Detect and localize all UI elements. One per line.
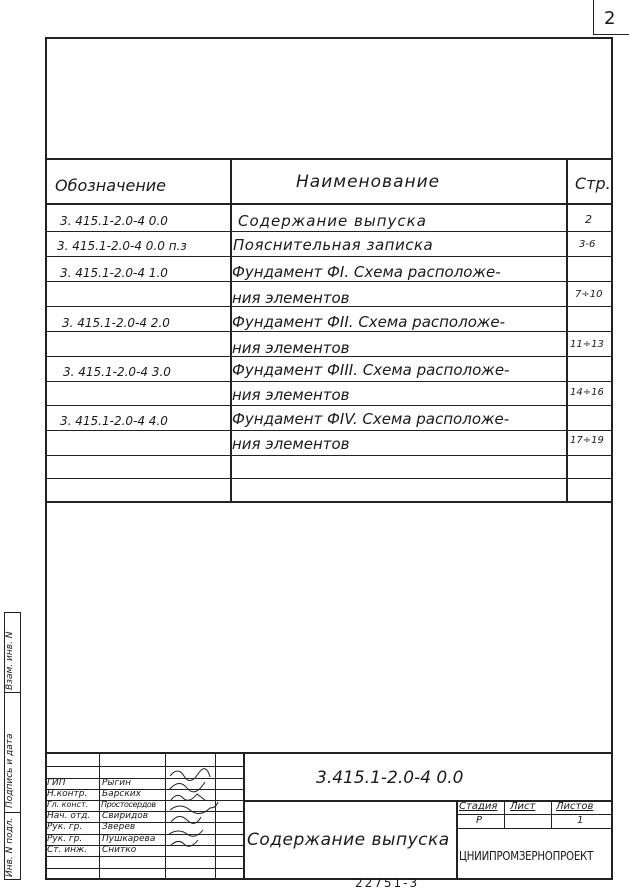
table-bottom-line [45,501,613,503]
row-line [45,256,613,257]
row2-name: Пояснительная записка [233,236,434,254]
row1-page: 2 [585,213,592,226]
role-glkonst: Гл. конст. [47,800,89,809]
table-top-line [45,158,613,160]
stage-value-line [456,828,613,829]
role-gip: ГИП [47,778,66,788]
title-code: 3.415.1-2.0-4 0.0 [316,768,464,788]
name-stinzh: Снитко [102,845,137,855]
name-glkonst: Простосердов [101,800,156,809]
table-col-divider-2 [566,158,568,502]
row10-name: ния элементов [232,435,350,453]
side-inv-podl: Инв. N подл. [5,817,15,877]
signature-scribbles [165,766,245,881]
row4-name: ния элементов [232,289,350,307]
header-page: Стр. [575,174,611,193]
sheet-value: 1 [577,815,584,826]
sheet-divider [551,800,552,828]
row3-name: Фундамент ФI. Схема расположе- [232,263,501,281]
role-nachotd: Нач. отд. [47,811,91,821]
row8-page: 14÷16 [570,387,604,398]
title-block-top [45,752,613,754]
people-col-divider [99,752,100,880]
role-rukgr1: Рук. гр. [47,822,83,832]
row-line [45,405,613,406]
title-name: Содержание выпуска [247,830,450,850]
name-gip: Рыгин [102,778,131,788]
organization: ЦНИИПРОМЗЕРНОПРОЕКТ [459,848,594,863]
name-rukgr1: Зверев [102,822,136,832]
row8-name: ния элементов [232,386,350,404]
header-designation: Обозначение [55,176,167,195]
role-stinzh: Ст. инж. [47,845,87,855]
title-right-divider [456,800,458,880]
row7-designation: 3. 415.1-2.0-4 3.0 [63,365,171,379]
row5-name: Фундамент ФII. Схема расположе- [232,313,506,331]
stage-value: Р [476,815,483,826]
role-rukgr2: Рук. гр. [47,834,83,844]
row-line [45,455,613,456]
row7-name: Фундамент ФIII. Схема расположе- [232,361,510,379]
row5-designation: 3. 415.1-2.0-4 2.0 [62,316,170,330]
row1-designation: 3. 415.1-2.0-4 0.0 [60,214,168,228]
row1-name: Содержание выпуска [238,212,427,230]
row-line [45,430,613,431]
row-line [45,478,613,479]
row9-name: Фундамент ФIV. Схема расположе- [232,410,510,428]
side-vzam-inv: Взам. инв. N [5,631,15,690]
row10-page: 17÷19 [570,435,604,446]
stage-label: Стадия [459,801,498,812]
row9-designation: 3. 415.1-2.0-4 4.0 [60,414,168,428]
name-nkontr: Барских [102,789,141,799]
row-line [45,381,613,382]
sheets-label: Листов [556,801,594,812]
sheet-label: Лист [510,801,536,812]
stage-divider [504,800,505,828]
name-rukgr2: Пушкарева [102,834,156,844]
side-stamp-divider [4,692,21,693]
side-stamp-divider [4,812,21,813]
row6-name: ния элементов [232,339,350,357]
sheet-number-box-bottom [593,34,629,35]
role-nkontr: Н.контр. [47,789,88,799]
row2-page: 3-6 [579,239,596,250]
table-header-bottom [45,203,613,205]
row4-page: 7÷10 [575,289,603,300]
sheet-number: 2 [604,8,616,29]
row2-designation: 3. 415.1-2.0-4 0.0 п.з [57,239,187,253]
sheet-number-box-border [593,0,594,34]
footer-number: 22751-3 [355,876,420,890]
row6-page: 11÷13 [570,339,604,350]
row-line [45,231,613,232]
row-line [45,331,613,332]
side-podpis-data: Подпись и дата [5,733,15,808]
row-line [45,281,613,282]
header-name: Наименование [296,172,441,192]
name-nachotd: Свиридов [102,811,149,821]
row3-designation: 3. 415.1-2.0-4 1.0 [60,266,168,280]
